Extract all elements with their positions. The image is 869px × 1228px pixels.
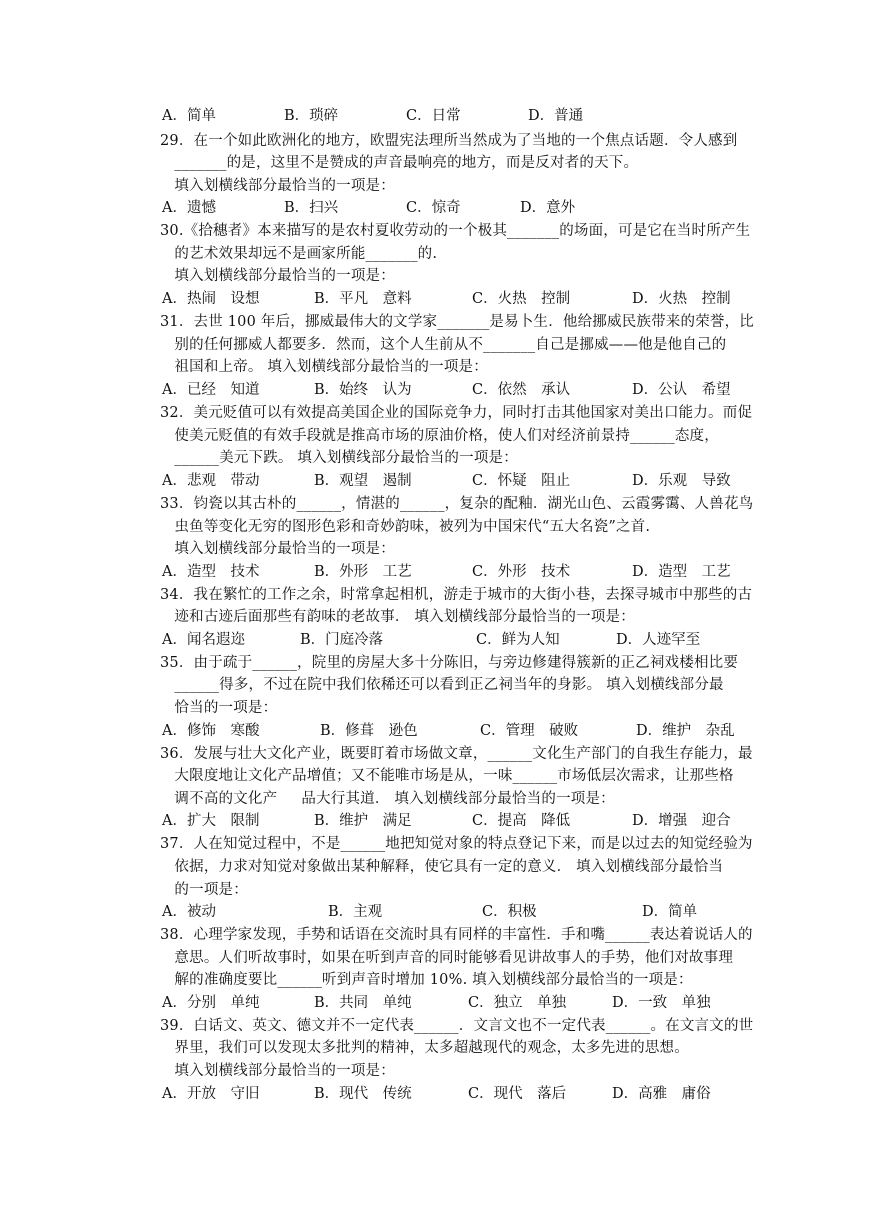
question-31-line-2: 别的任何挪威人都要多．然而，这个人生前从不_______自己是挪威——他是他自己的 xyxy=(160,337,727,353)
option-d: D．维护 杂乱 xyxy=(636,723,735,739)
option-d: D．简单 xyxy=(642,904,698,920)
question-32-line-1: 32．美元贬值可以有效提高美国企业的国际竞争力，同时打击其他国家对美出口能力。而促 xyxy=(160,405,753,421)
option-b: B．平凡 意料 xyxy=(314,291,412,307)
option-a: A．已经 知道 xyxy=(162,382,260,398)
option-c: C．提高 降低 xyxy=(472,813,571,829)
option-a: A．分别 单纯 xyxy=(162,995,260,1011)
question-31-line-3: 祖国和上帝。 填入划横线部分最恰当的一项是： xyxy=(160,359,488,375)
question-33-line-2: 虫鱼等变化无穷的图形色彩和奇妙韵味，被列为中国宋代“五大名瓷”之首. xyxy=(160,519,651,535)
question-31-line-1: 31．去世 100 年后，挪威最伟大的文学家_______是易卜生．他给挪威民族带来的荣誉，比 xyxy=(160,314,754,330)
option-b: B．共同 单纯 xyxy=(314,995,412,1011)
question-33-line-1: 33．钧瓷以其古朴的______，情湛的______，复杂的配釉．湖光山色、云霞雾霭、人兽花鸟 xyxy=(160,496,754,512)
question-35-line-1: 35．由于疏于______，院里的房屋大多十分陈旧，与旁边修建得簇新的正乙祠戏楼相比要 xyxy=(160,655,739,671)
option-a: A．被动 xyxy=(162,904,216,920)
option-d: D．火热 控制 xyxy=(632,291,731,307)
question-29-line-1: 29．在一个如此欧洲化的地方，欧盟宪法理所当然成为了当地的一个焦点话题．令人感到 xyxy=(160,133,738,149)
option-c: C．鲜为人知 xyxy=(476,632,560,648)
question-32-line-3: ______美元下跌。 填入划横线部分最恰当的一项是： xyxy=(160,450,518,466)
option-d: D．普通 xyxy=(528,108,584,124)
option-b: B．外形 工艺 xyxy=(314,564,412,580)
option-b: B．始终 认为 xyxy=(314,382,412,398)
option-b: B．修葺 逊色 xyxy=(320,723,418,739)
question-35-line-3: 恰当的一项是： xyxy=(160,700,278,716)
option-d: D．人迹罕至 xyxy=(616,632,701,648)
option-d: D．增强 迎合 xyxy=(632,813,731,829)
option-c: C．日常 xyxy=(406,108,461,124)
option-b: B．琐碎 xyxy=(284,108,339,124)
question-34-line-1: 34．我在繁忙的工作之余，时常拿起相机，游走于城市的大街小巷，去探寻城市中那些的古 xyxy=(160,587,753,603)
option-d: D．意外 xyxy=(520,200,576,216)
question-38-line-2: 意思。人们听故事时，如果在听到声音的同时能够看见讲故事人的手势，他们对故事理 xyxy=(160,950,734,966)
option-a: A．开放 守旧 xyxy=(162,1086,260,1102)
question-38-line-3: 解的准确度要比______听到声音时增加 10%. 填入划横线部分最恰当的一项是： xyxy=(160,972,693,988)
question-38-line-1: 38．心理学家发现，手势和话语在交流时具有同样的丰富性．手和嘴______表达着说话人的 xyxy=(160,927,753,943)
question-37-line-2: 依据，力求对知觉对象做出某种解释，使它具有一定的意义． 填入划横线部分最恰当 xyxy=(160,859,724,875)
option-a: A．扩大 限制 xyxy=(162,813,260,829)
option-b: B．现代 传统 xyxy=(314,1086,412,1102)
option-a: A．遗憾 xyxy=(162,200,216,216)
option-b: B．扫兴 xyxy=(284,200,339,216)
option-c: C．惊奇 xyxy=(406,200,461,216)
option-d: D．高雅 庸俗 xyxy=(612,1086,711,1102)
option-d: D．公认 希望 xyxy=(632,382,731,398)
option-c: C．火热 控制 xyxy=(472,291,571,307)
option-c: C．现代 落后 xyxy=(468,1086,567,1102)
question-36-line-3: 调不高的文化产 品大行其道． 填入划横线部分最恰当的一项是： xyxy=(160,791,615,807)
question-36-line-1: 36．发展与壮大文化产业，既要盯着市场做文章，______文化生产部门的自我生存能力，最 xyxy=(160,746,753,762)
option-c: C．独立 单独 xyxy=(468,995,567,1011)
question-30-line-2: 的艺术效果却远不是画家所能_______的. xyxy=(160,246,438,262)
option-b: B．主观 xyxy=(328,904,383,920)
option-a: A．修饰 寒酸 xyxy=(162,723,260,739)
option-c: C．依然 承认 xyxy=(472,382,571,398)
question-29-line-2: _______的是，这里不是赞成的声音最响亮的地方，而是反对者的天下。 xyxy=(160,155,639,171)
option-c: C．怀疑 阻止 xyxy=(472,473,571,489)
option-a: A．闻名遐迩 xyxy=(162,632,245,648)
option-c: C．外形 技术 xyxy=(472,564,571,580)
question-37-line-3: 的一项是： xyxy=(160,882,248,898)
option-c: C．管理 破败 xyxy=(480,723,579,739)
option-d: D．一致 单独 xyxy=(612,995,711,1011)
question-39-prompt: 填入划横线部分最恰当的一项是： xyxy=(160,1063,395,1079)
option-a: A．热闹 设想 xyxy=(162,291,260,307)
option-a: A．简单 xyxy=(162,108,216,124)
option-b: B．维护 满足 xyxy=(314,813,412,829)
option-a: A．造型 技术 xyxy=(162,564,260,580)
question-30-prompt: 填入划横线部分最恰当的一项是： xyxy=(160,268,395,284)
question-34-line-2: 迹和古迹后面那些有韵味的老故事． 填入划横线部分最恰当的一项是： xyxy=(160,609,635,625)
question-30-line-1: 30.《拾穗者》本来描写的是农村夏收劳动的一个极其_______的场面，可是它在当时所产生 xyxy=(160,223,751,239)
question-33-prompt: 填入划横线部分最恰当的一项是： xyxy=(160,541,395,557)
option-b: B．门庭冷落 xyxy=(300,632,384,648)
option-c: C．积极 xyxy=(482,904,537,920)
question-29-prompt: 填入划横线部分最恰当的一项是： xyxy=(160,178,395,194)
question-39-line-1: 39．白话文、英文、德文并不一定代表______．文言文也不一定代表______。在文言文的世 xyxy=(160,1018,754,1034)
question-37-line-1: 37．人在知觉过程中，不是______地把知觉对象的特点登记下来，而是以过去的知觉经验为 xyxy=(160,836,753,852)
option-b: B．观望 遏制 xyxy=(314,473,412,489)
question-39-line-2: 界里，我们可以发现太多批判的精神，太多超越现代的观念，太多先进的思想。 xyxy=(160,1040,689,1056)
option-d: D．乐观 导致 xyxy=(632,473,731,489)
question-35-line-2: ______得多，不过在院中我们依稀还可以看到正乙祠当年的身影。 填入划横线部分最 xyxy=(160,677,724,693)
option-d: D．造型 工艺 xyxy=(632,564,731,580)
question-32-line-2: 使美元贬值的有效手段就是推高市场的原油价格，使人们对经济前景持______态度， xyxy=(160,428,719,444)
question-36-line-2: 大限度地让文化产品增值；又不能唯市场是从，一味______市场低层次需求，让那些格 xyxy=(160,768,734,784)
options-row-q39 xyxy=(160,1084,711,1204)
option-a: A．悲观 带动 xyxy=(162,473,260,489)
